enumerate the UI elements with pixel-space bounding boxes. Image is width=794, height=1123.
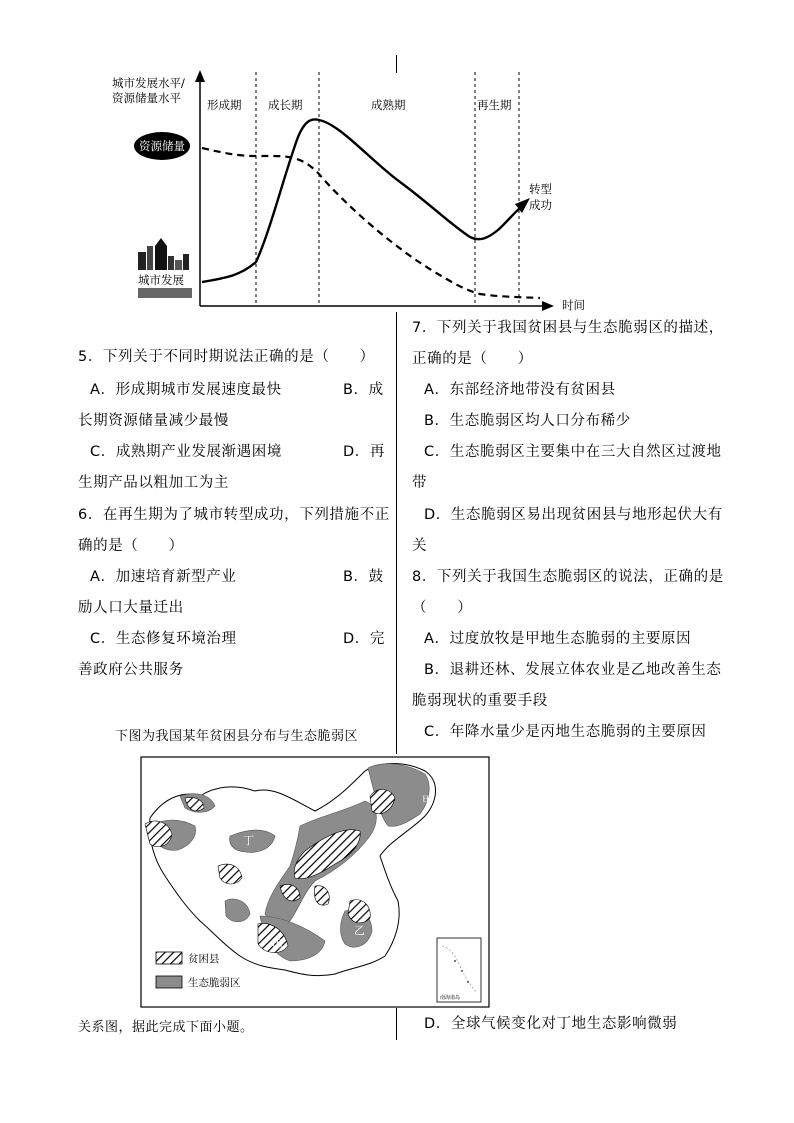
- legend-fragile-swatch: [156, 976, 182, 988]
- phase-label-regeneration: 再生期: [477, 98, 512, 112]
- q6-stem-line1: 6．在再生期为了城市转型成功，下列措施不正: [78, 507, 390, 523]
- legend-poverty-label: 贫困县: [188, 953, 220, 965]
- q7-option-d-line2: 关: [412, 538, 428, 554]
- x-axis-label: 时间: [562, 298, 585, 312]
- q8-stem-line2: （ ）: [412, 600, 473, 616]
- q6-option-b-cont: 励人口大量迁出: [78, 600, 184, 616]
- region-label-jia: 甲: [422, 794, 433, 807]
- q6-option-b-start: B．鼓: [343, 569, 384, 585]
- q6-option-c: C．生态修复环境治理: [90, 631, 237, 647]
- q5-option-b-start: B．成: [343, 382, 384, 398]
- region-label-bing: 丙: [272, 938, 283, 951]
- phase-label-formation: 形成期: [207, 98, 242, 112]
- map-caption-line2: 关系图，据此完成下面小题。: [78, 1020, 254, 1035]
- q7-option-c-line2: 带: [412, 475, 428, 491]
- resource-label: 资源储量: [139, 139, 185, 153]
- q7-option-b: B．生态脆弱区均人口分布稀少: [424, 413, 631, 429]
- q7-option-d-line1: D．生态脆弱区易出现贫困县与地形起伏大有: [424, 507, 723, 523]
- column-divider-bottom: [396, 1008, 397, 1040]
- q5-stem: 5．下列关于不同时期说法正确的是（ ）: [78, 349, 375, 365]
- south-china-sea-inset: [437, 938, 481, 1002]
- city-development-line: [202, 119, 520, 282]
- q6-stem-line2: 确的是（ ）: [78, 538, 184, 554]
- y-axis-label-line1: 城市发展水平/: [112, 76, 185, 90]
- phase-label-growth: 成长期: [268, 98, 303, 112]
- q5-option-b-cont: 长期资源储量减少最慢: [78, 413, 229, 429]
- transform-label-line1: 转型: [529, 182, 552, 196]
- q7-stem-line1: 7．下列关于我国贫困县与生态脆弱区的描述，: [412, 320, 724, 336]
- q5-option-c: C．成熟期产业发展渐遇困境: [90, 444, 282, 460]
- q5-option-d-start: D．再: [343, 444, 385, 460]
- q6-option-d-cont: 善政府公共服务: [78, 662, 184, 678]
- q6-option-d-start: D．完: [343, 631, 385, 647]
- city-skyline-icon: [138, 238, 192, 298]
- legend-fragile-label: 生态脆弱区: [188, 977, 241, 989]
- x-axis-arrow: [542, 301, 554, 311]
- region-label-ding: 丁: [243, 834, 254, 847]
- q8-option-b-line1: B．退耕还林、发展立体农业是乙地改善生态: [424, 662, 722, 678]
- q5-option-a: A．形成期城市发展速度最快: [90, 382, 282, 398]
- legend-poverty-swatch: [156, 952, 182, 964]
- resource-reserve-line: [202, 148, 540, 298]
- q8-option-a: A．过度放牧是甲地生态脆弱的主要原因: [424, 631, 692, 647]
- q6-option-a: A．加速培育新型产业: [90, 569, 237, 585]
- city-development-chart: [112, 62, 585, 314]
- china-poverty-fragile-map: [140, 756, 490, 1008]
- column-divider-middle: [396, 312, 397, 754]
- inset-label: 南海诸岛: [440, 995, 461, 1001]
- map-caption-line1: 下图为我国某年贫困县分布与生态脆弱区: [115, 729, 359, 744]
- q8-option-c: C．年降水量少是丙地生态脆弱的主要原因: [424, 724, 707, 740]
- city-label: 城市发展: [138, 273, 184, 287]
- q7-option-c-line1: C．生态脆弱区主要集中在三大自然区过渡地: [424, 444, 722, 460]
- q7-option-a: A．东部经济地带没有贫困县: [424, 382, 616, 398]
- y-axis-label-line2: 资源储量水平: [112, 91, 181, 105]
- q8-stem-line1: 8．下列关于我国生态脆弱区的说法，正确的是: [412, 569, 724, 585]
- transform-label-line2: 成功: [529, 198, 552, 212]
- q8-option-d: D．全球气候变化对丁地生态影响微弱: [424, 1016, 678, 1032]
- y-axis-arrow: [195, 70, 205, 82]
- q8-option-b-line2: 脆弱现状的重要手段: [412, 693, 548, 709]
- region-label-yi: 乙: [354, 924, 365, 937]
- phase-label-maturity: 成熟期: [371, 98, 406, 112]
- q7-stem-line2: 正确的是（ ）: [412, 351, 533, 367]
- q5-option-d-cont: 生期产品以粗加工为主: [78, 475, 229, 491]
